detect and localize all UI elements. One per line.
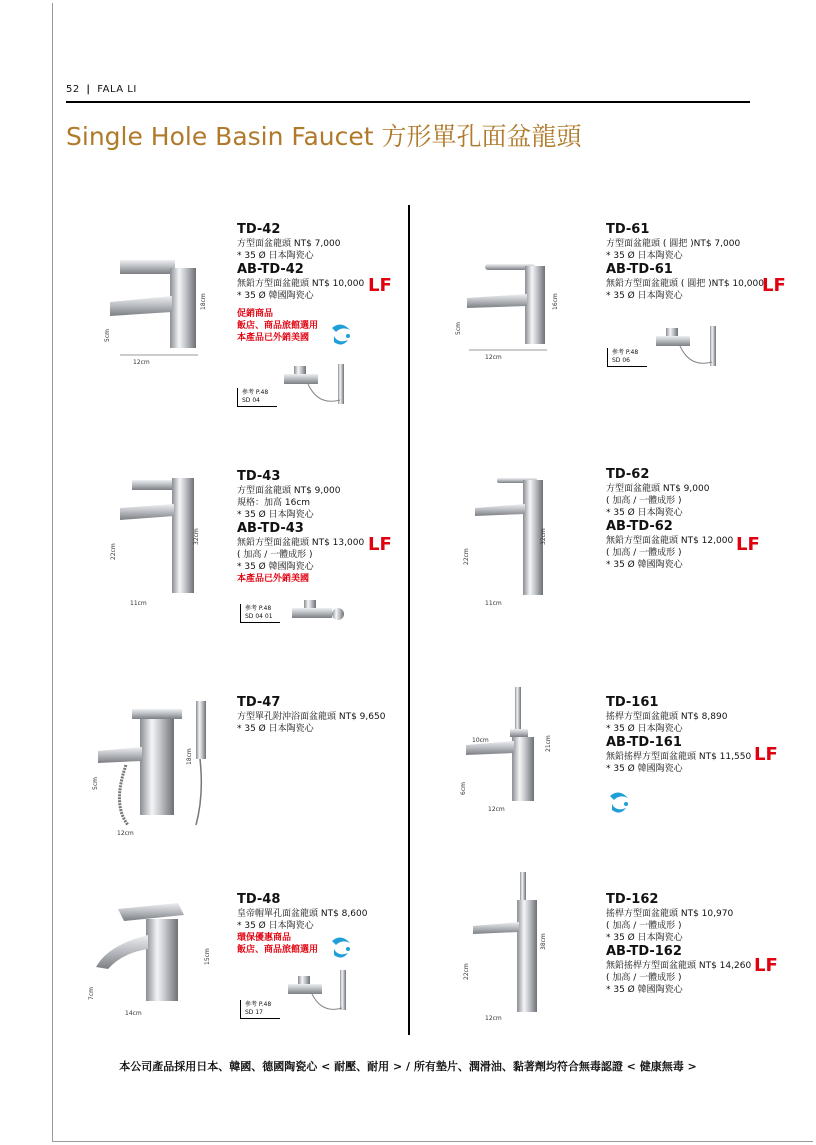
header-rule <box>66 101 750 103</box>
product-td-162: TD-162 搖桿方型面盆龍頭 NT$ 10,970 ( 加高 / 一體成形 ) * 35 Ø 日本陶瓷心 AB-TD-162 無鉛搖桿方型面盆龍頭 NT$ 14,260 ( 加高 / 一體成形 ) * 35 Ø 韓國陶瓷心 <box>606 892 752 995</box>
shower-mixer-image <box>278 360 356 408</box>
water-saving-icon <box>328 935 354 963</box>
reference-box: 參考 P.48 SD 04 01 <box>240 604 280 623</box>
page-header: 52 | FALA LI <box>66 84 137 95</box>
lf-badge: LF <box>736 534 760 555</box>
reference-box: 參考 P.48 SD 04 <box>237 388 277 407</box>
product-td-43: TD-43 方型面盆龍頭 NT$ 9,000 規格：加高 16cm * 35 Ø 日本陶瓷心 AB-TD-43 無鉛方型面盆龍頭 NT$ 13,000 ( 加高 / 一體成形 ) * 35 Ø 韓國陶瓷心 本產品已外銷美國 <box>237 469 365 584</box>
faucet-image-td-62 <box>465 470 565 605</box>
faucet-image-td-48 <box>88 895 208 1015</box>
faucet-image-td-61 <box>455 250 565 360</box>
product-td-62: TD-62 方型面盆龍頭 NT$ 9,000 ( 加高 / 一體成形 ) * 35 Ø 日本陶瓷心 AB-TD-62 無鉛方型面盆龍頭 NT$ 12,000 ( 加高 / 一體成形 ) * 35 Ø 韓國陶瓷心 <box>606 467 734 570</box>
lf-badge: LF <box>762 275 786 296</box>
page-title: Single Hole Basin Faucet 方形單孔面盆龍頭 <box>66 122 582 151</box>
product-td-61: TD-61 方型面盆龍頭 ( 圓把 )NT$ 7,000 * 35 Ø 日本陶瓷心 AB-TD-61 無鉛方型面盆龍頭 ( 圓把 )NT$ 10,000 * 35 Ø 日本陶瓷心 <box>606 222 764 301</box>
shower-mixer-image <box>288 594 350 630</box>
faucet-image-td-162 <box>465 870 565 1020</box>
product-td-47: TD-47 方型單孔附沖浴面盆龍頭 NT$ 9,650 * 35 Ø 日本陶瓷心 <box>237 695 386 734</box>
faucet-image-td-43 <box>112 470 222 605</box>
shower-mixer-image <box>650 322 728 372</box>
product-td-42: TD-42 方型面盆龍頭 NT$ 7,000 * 35 Ø 日本陶瓷心 AB-TD-42 無鉛方型面盆龍頭 NT$ 10,000 * 35 Ø 韓國陶瓷心 促銷商品 飯店、商品旅館選用 本產品已外銷美國 <box>237 222 365 343</box>
footer-note: 本公司產品採用日本、韓國、德國陶瓷心 < 耐壓、耐用 > / 所有墊片、潤滑油、黏著劑均符合無毒認證 < 健康無毒 > <box>119 1060 697 1073</box>
faucet-image-td-47 <box>92 695 212 835</box>
column-divider <box>408 205 410 1035</box>
product-td-48: TD-48 皇帝帽單孔面盆龍頭 NT$ 8,600 * 35 Ø 日本陶瓷心 環保優惠商品 飯店、商品旅館選用 <box>237 892 368 955</box>
faucet-image-td-42 <box>100 250 220 370</box>
water-saving-icon <box>328 322 354 350</box>
shower-mixer-image <box>282 968 358 1016</box>
reference-box: 參考 P.48 SD 06 <box>607 348 647 367</box>
reference-box: 參考 P.48 SD 17 <box>240 1000 280 1019</box>
product-td-161: TD-161 搖桿方型面盆龍頭 NT$ 8,890 * 35 Ø 日本陶瓷心 AB-TD-161 無鉛搖桿方型面盆龍頭 NT$ 11,550 * 35 Ø 韓國陶瓷心 <box>606 695 752 774</box>
lf-badge: LF <box>754 744 778 765</box>
lf-badge: LF <box>754 955 778 976</box>
brand-name: FALA LI <box>97 84 137 95</box>
lf-badge: LF <box>368 275 392 296</box>
water-saving-icon <box>606 790 632 818</box>
lf-badge: LF <box>368 534 392 555</box>
page-number: 52 <box>66 84 80 95</box>
